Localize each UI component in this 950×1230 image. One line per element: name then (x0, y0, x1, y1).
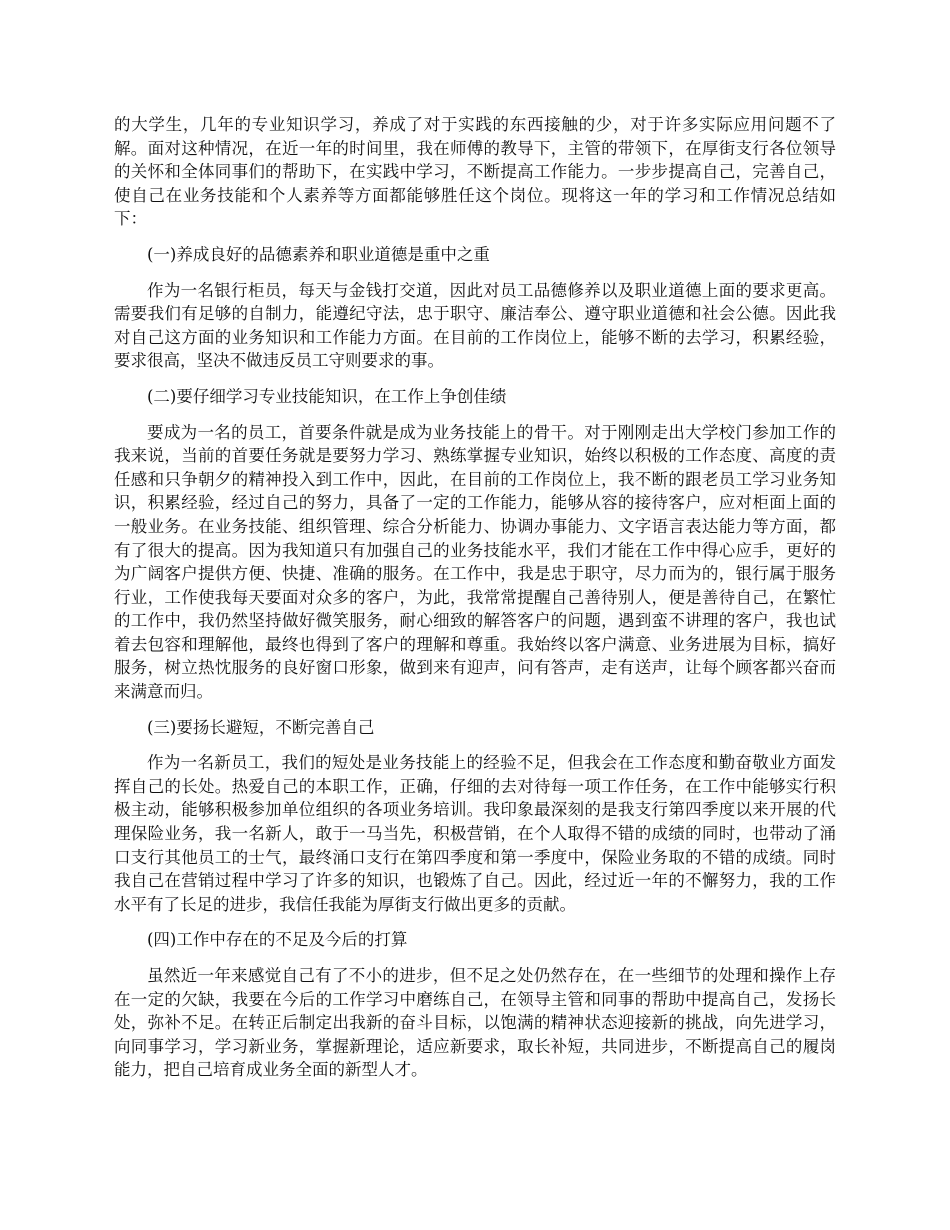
intro-paragraph: 的大学生，几年的专业知识学习，养成了对于实践的东西接触的少，对于许多实际应用问题不了解。面对这种情况，在近一年的时间里，我在师傅的教导下，主管的带领下，在厚街支行各位领导的关怀和全体同事们的帮助下，在实践中学习，不断提高工作能力。一步步提高自己，完善自己，使自己在业务技能和个人素养等方面都能够胜任这个岗位。现将这一年的学习和工作情况总结如下： (114, 115, 836, 229)
spacer (114, 231, 836, 243)
section-heading-2: (二)要仔细学习专业技能知识，在工作上争创佳绩 (147, 386, 507, 406)
spacer (114, 373, 836, 385)
section-heading-4: (四)工作中存在的不足及今后的打算 (147, 930, 408, 950)
section-body-1: 作为一名银行柜员，每天与金钱打交道，因此对员工品德修养以及职业道德上面的要求更高。需要我们有足够的自制力，能遵纪守法，忠于职守、廉洁奉公、遵守职业道德和社会公德。因此我对自己这方面的业务知识和工作能力方面。在目前的工作岗位上，能够不断的去学习，积累经验，要求很高，坚决不做违反员工守则要求的事。 (114, 280, 836, 371)
spacer (114, 409, 836, 421)
section-body-3: 作为一名新员工，我们的短处是业务技能上的经验不足，但我会在工作态度和勤奋敬业方面发挥自己的长处。热爱自己的本职工作，正确，仔细的去对待每一项工作任务，在工作中能够实行积极主动，能够积极参加单位组织的各项业务培训。我印象最深刻的是我支行第四季度以来开展的代理保险业务，我一名新人，敢于一马当先，积极营销，在个人取得不错的成绩的同时，也带动了涌口支行其他员工的士气，最终涌口支行在第四季度和第一季度中，保险业务取的不错的成绩。同时我自己在营销过程中学习了许多的知识，也锻炼了自己。因此，经过近一年的不懈努力，我的工作水平有了长足的进步，我信任我能为厚街支行做出更多的贡献。 (114, 753, 836, 914)
section-heading-3: (三)要扬长避短，不断完善自己 (147, 717, 375, 737)
spacer (114, 267, 836, 279)
spacer (114, 739, 836, 751)
section-body-4: 虽然近一年来感觉自己有了不小的进步，但不足之处仍然存在，在一些细节的处理和操作上存在一定的欠缺，我要在今后的工作学习中磨练自己，在领导主管和同事的帮助中提高自己，发扬长处，弥补不足。在转正后制定出我新的奋斗目标，以饱满的精神状态迎接新的挑战，向先进学习，向同事学习，学习新业务，掌握新理论，适应新要求，取长补短，共同进步，不断提高自己的履岗能力，把自己培育成业务全面的新型人才。 (114, 966, 836, 1080)
section-body-2: 要成为一名的员工，首要条件就是成为业务技能上的骨干。对于刚刚走出大学校门参加工作的我来说，当前的首要任务就是要努力学习、熟练掌握专业知识，始终以积极的工作态度、高度的责任感和只争朝夕的精神投入到工作中，因此，在目前的工作岗位上，我不断的跟老员工学习业务知识，积累经验，经过自己的努力，具备了一定的工作能力，能够从容的接待客户，应对柜面上面的一般业务。在业务技能、组织管理、综合分析能力、协调办事能力、文字语言表达能力等方面，都有了很大的提高。因为我知道只有加强自己的业务技能水平，我们才能在工作中得心应手，更好的为广阔客户提供方便、快捷、准确的服务。在工作中，我是忠于职守，尽力而为的，银行属于服务行业，工作使我每天要面对众多的客户，为此，我常常提醒自己善待别人，便是善待自己，在繁忙的工作中，我仍然坚持做好微笑服务，耐心细致的解答客户的问题，遇到蛮不讲理的客户，我也试着去包容和理解他，最终也得到了客户的理解和尊重。我始终以客户满意、业务进展为目标，搞好服务，树立热忱服务的良好窗口形象，做到来有迎声，问有答声，走有送声，让每个顾客都兴奋而来满意而归。 (114, 422, 836, 702)
document-page (114, 113, 836, 1082)
spacer (114, 916, 836, 928)
spacer (114, 704, 836, 716)
section-heading-1: (一)养成良好的品德素养和职业道德是重中之重 (147, 244, 490, 264)
spacer (114, 952, 836, 964)
